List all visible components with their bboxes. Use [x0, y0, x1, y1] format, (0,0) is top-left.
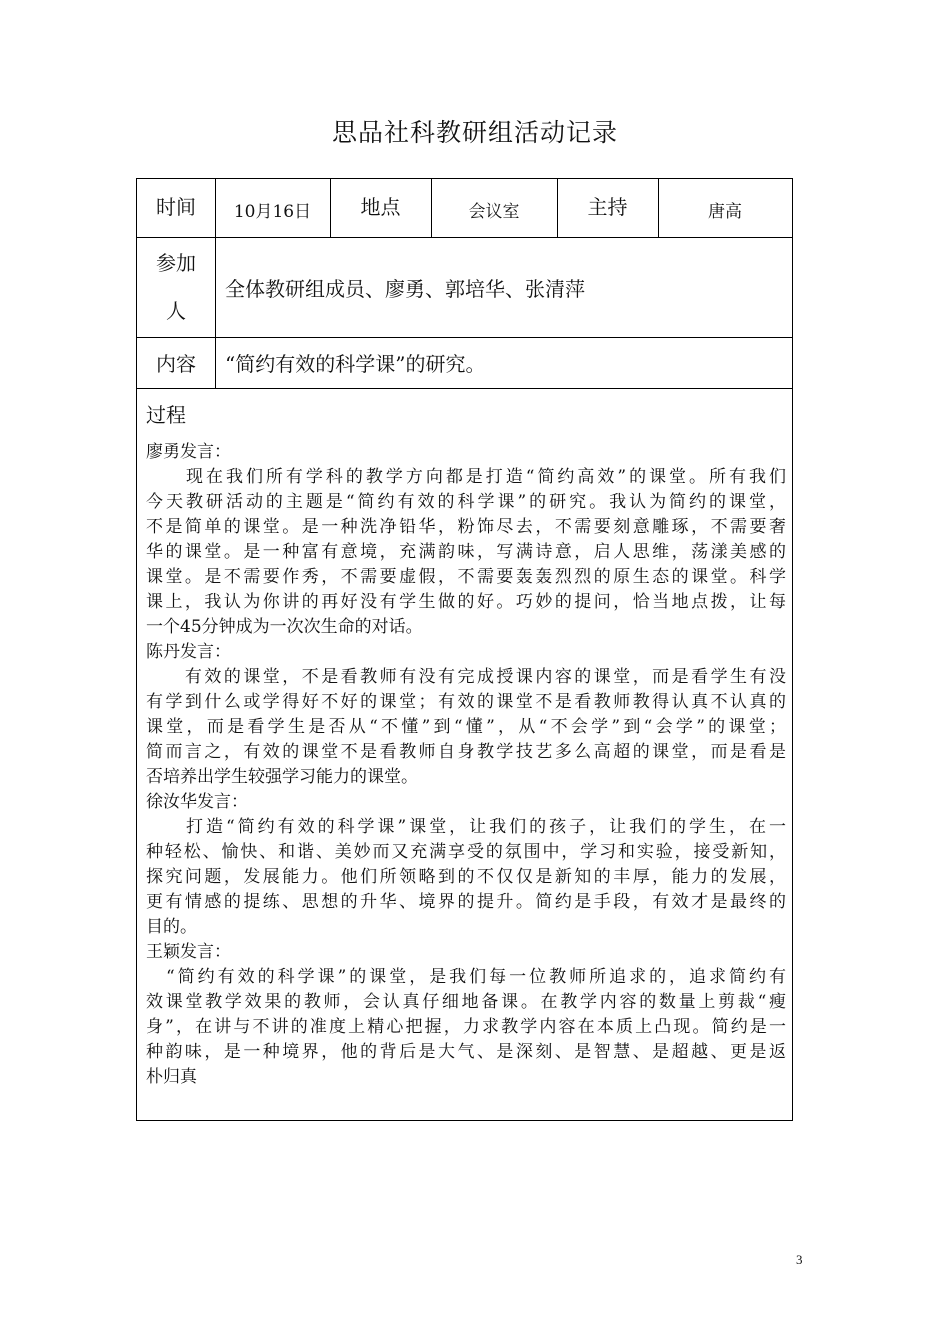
speech-line: 课上，我认为你讲的再好没有学生做的好。巧妙的提问，恰当地点拨，让每 — [146, 592, 786, 612]
speech — [146, 640, 786, 790]
place-label: 地点 — [360, 195, 401, 219]
host-value: 唐高 — [708, 202, 742, 222]
speaker-name: 廖勇发言： — [146, 442, 231, 462]
row-divider — [137, 237, 792, 238]
speech-line: 种韵味，是一种境界，他的背后是大气、是深刻、是智慧、是超越、更是返 — [146, 1042, 786, 1062]
speaker-name: 陈丹发言： — [146, 642, 231, 662]
place-value: 会议室 — [468, 202, 520, 222]
host-label: 主持 — [587, 195, 628, 219]
row-divider — [137, 337, 792, 338]
column-divider — [215, 237, 216, 388]
content-label: 内容 — [156, 352, 196, 376]
speech-line: 今天教研活动的主题是“简约有效的科学课”的研究。我认为简约的课堂， — [146, 492, 786, 512]
speech-line: 华的课堂。是一种富有意境，充满韵味，写满诗意，启人思维，荡漾美感的 — [146, 542, 786, 562]
time-value: 10月16日 — [233, 202, 312, 222]
speech-line: 探究问题，发展能力。他们所领略到的不仅仅是新知的丰厚，能力的发展， — [146, 867, 786, 887]
speech — [146, 790, 786, 940]
row-divider — [137, 388, 792, 389]
speech-line: 打造“简约有效的科学课”课堂，让我们的孩子，让我们的学生，在一 — [146, 817, 786, 837]
speech-line: 课堂，而是看学生是否从“不懂”到“懂”，从“不会学”到“会学”的课堂； — [146, 717, 786, 737]
speech-line: “简约有效的科学课”的课堂，是我们每一位教师所追求的，追求简约有 — [146, 967, 786, 987]
participants-value: 全体教研组成员、廖勇、郭培华、张清萍 — [225, 277, 585, 301]
content-value: “简约有效的科学课”的研究。 — [225, 352, 486, 376]
speech-line: 种轻松、愉快、和谐、美妙而又充满享受的氛围中，学习和实验，接受新知， — [146, 842, 786, 862]
time-label: 时间 — [156, 195, 196, 219]
speech-line: 一个45分钟成为一次次生命的对话。 — [146, 617, 423, 637]
speech-line: 效课堂教学效果的教师，会认真仔细地备课。在教学内容的数量上剪裁“瘦 — [146, 992, 786, 1012]
speech — [146, 440, 786, 640]
speech-line: 朴归真 — [146, 1067, 197, 1087]
speaker-name: 王颖发言： — [146, 942, 231, 962]
speech-line: 现在我们所有学科的教学方向都是打造“简约高效”的课堂。所有我们 — [146, 467, 786, 487]
speech-line: 有效的课堂，不是看教师有没有完成授课内容的课堂，而是看学生有没 — [146, 667, 786, 687]
participants-label-line1: 参加 — [156, 251, 196, 275]
speech-line: 目的。 — [146, 917, 197, 937]
speech — [146, 940, 786, 1090]
speech-line: 简而言之，有效的课堂不是看教师自身教学技艺多么高超的课堂，而是看是 — [146, 742, 786, 762]
speech-line: 课堂。是不需要作秀，不需要虚假，不需要轰轰烈烈的原生态的课堂。科学 — [146, 567, 786, 587]
speech-line: 身”，在讲与不讲的准度上精心把握，力求教学内容在本质上凸现。简约是一 — [146, 1017, 786, 1037]
process-body — [146, 440, 786, 1090]
document-title: 思品社科教研组活动记录 — [331, 118, 618, 147]
speaker-name: 徐汝华发言： — [146, 792, 248, 812]
activity-record-table — [136, 178, 793, 1121]
speech-line: 有学到什么或学得好不好的课堂；有效的课堂不是看教师教得认真不认真的 — [146, 692, 786, 712]
speech-line: 否培养出学生较强学习能力的课堂。 — [146, 767, 418, 787]
participants-label-line2: 人 — [166, 299, 186, 323]
process-label: 过程 — [146, 403, 186, 427]
speech-line: 不是简单的课堂。是一种洗净铅华，粉饰尽去，不需要刻意雕琢，不需要奢 — [146, 517, 786, 537]
page-number: 3 — [796, 1252, 803, 1267]
speech-line: 更有情感的提练、思想的升华、境界的提升。简约是手段，有效才是最终的 — [146, 892, 786, 912]
